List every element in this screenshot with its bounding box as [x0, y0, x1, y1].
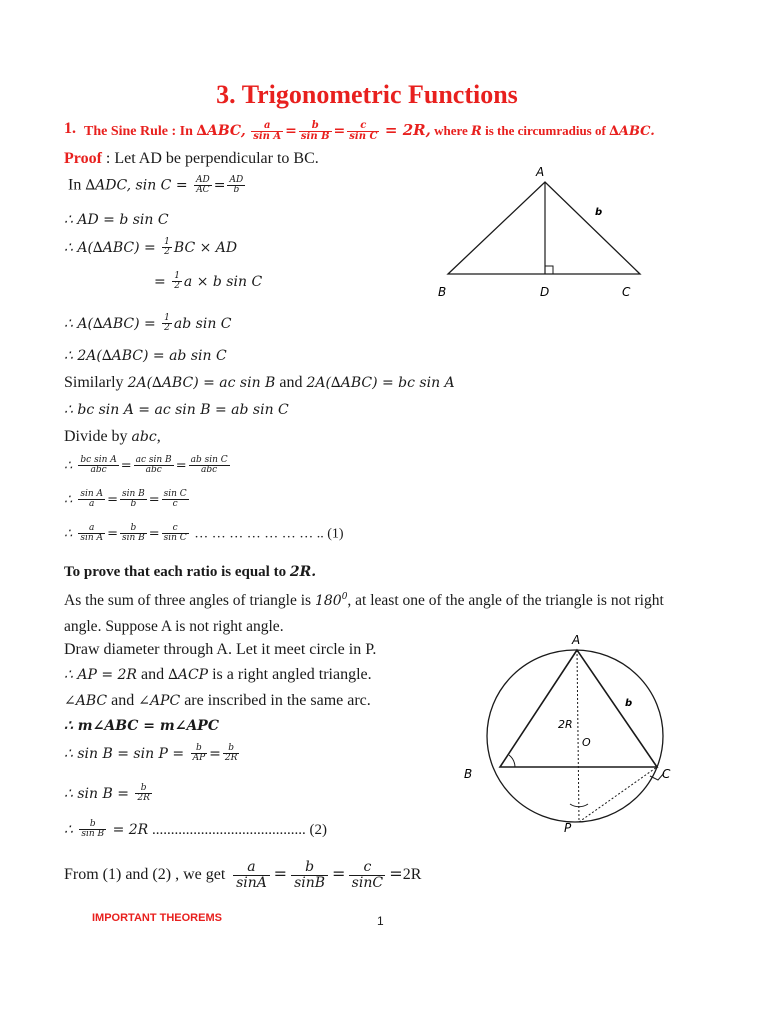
sine-rule-statement: The Sine Rule : In ∆ABC, $\frac{a}{\text{sin A}}$ = $\frac{b}{\text{sin B}}$ = $\frac{c}{\text{sin C}}$ = 2R, where R is the circumradius of ∆ABC. [84, 119, 655, 143]
label-point-p: P [564, 821, 572, 835]
page-number: 1 [377, 914, 384, 928]
sine-rule-number [64, 120, 76, 138]
paragraph-line-6: ∴ m∠ABC = m∠APC [64, 718, 219, 734]
label-circle-c: C [662, 767, 671, 781]
proof-intro: Proof : Let AD be perpendicular to BC. [64, 150, 319, 167]
fraction-c-sinc: $\frac{c}{\text{sin C}}$ [349, 119, 378, 143]
proof-line-1: In ∆ADC, sin C = $\frac{AD}{AC}$ = $\frac{AD}{b}$ [68, 175, 244, 196]
proof-line-5: ∴ A(∆ABC) = $\frac{1}{2}$ ab sin C [64, 313, 232, 334]
proof-line-11: ∴ $\frac{\text{sin A}}{a}$ = $\frac{\text{sin B}}{b}$ = $\frac{\text{sin C}}{c}$ [64, 489, 187, 510]
footer-label: IMPORTANT THEOREMS [92, 912, 222, 924]
proof-line-10: ∴ $\frac{\text{bc sin A}}{\text{abc}}$ = $\frac{\text{ac sin B}}{\text{abc}}$ = $\frac{\text{ab sin C}}{\text{abc}}$ [64, 455, 228, 476]
proof-line-4: = $\frac{1}{2}$ a × b sin C [154, 271, 263, 292]
proof-line-2: ∴ AD = b sin C [64, 212, 169, 228]
angle-b-mark [509, 755, 515, 767]
chord-pc [579, 767, 657, 822]
paragraph-line-5: ∠ABC and ∠APC are inscribed in the same arc. [64, 692, 371, 709]
label-vertex-c: C [622, 285, 631, 299]
proof-line-3: ∴ A(∆ABC) = $\frac{1}{2}$ BC × AD [64, 237, 238, 258]
right-angle-mark [545, 266, 553, 274]
proof-label: Proof [64, 150, 102, 167]
label-side-b: b [595, 207, 603, 218]
label-center-o: O [582, 736, 591, 749]
conclusion-line: From (1) and (2) , we get $\frac{a}{\sin A}$ = $\frac{b}{\sin B}$ = $\frac{c}{\sin C}$ =2R [64, 859, 422, 891]
label-vertex-b: B [438, 285, 447, 299]
label-circle-b-side: b [625, 698, 633, 709]
fraction-a-sina: $\frac{a}{\text{sin A}}$ [253, 119, 282, 143]
fraction-b-sinb: $\frac{b}{\text{sin B}}$ [300, 119, 330, 143]
paragraph-line-1: As the sum of three angles of triangle is $180^0$, at least one of the angle of the triangle is not right [64, 592, 664, 610]
circumcircle-figure [460, 628, 690, 838]
inscribed-triangle [500, 650, 657, 767]
paragraph-line-3: Draw diameter through A. Let it meet circle in P. [64, 641, 377, 658]
paragraph-line-4: ∴ AP = 2R and ∆ACP is a right angled triangle. [64, 666, 372, 683]
proof-line-8: ∴ bc sin A = ac sin B = ab sin C [64, 402, 289, 418]
triangle-abc [448, 182, 640, 274]
page-title: 3. Trigonometric Functions [216, 80, 518, 109]
proof-line-9: Divide by abc, [64, 428, 161, 445]
proof-line-12: ∴ $\frac{a}{\text{sin A}}$ = $\frac{b}{\text{sin B}}$ = $\frac{c}{\text{sin C}}$ … … … … … … … .. (1) [64, 523, 344, 544]
label-2r: 2R [558, 718, 573, 731]
paragraph-line-2: angle. Suppose A is not right angle. [64, 618, 284, 635]
angle-p-mark [570, 804, 588, 807]
section-heading: To prove that each ratio is equal to 2R. [64, 564, 317, 580]
item-number: 1. [64, 120, 76, 137]
diameter-ap [577, 650, 579, 822]
paragraph-line-7: ∴ sin B = sin P = $\frac{b}{AP}$ = $\frac{b}{2R}$ [64, 743, 238, 764]
label-circle-b: B [464, 767, 473, 781]
label-vertex-a: A [536, 165, 545, 179]
proof-line-6: ∴ 2A(∆ABC) = ab sin C [64, 348, 227, 364]
paragraph-line-9: ∴ $\frac{b}{\text{sin B}}$ = 2R ......................................... (2) [64, 819, 327, 840]
paragraph-line-8: ∴ sin B = $\frac{b}{2R}$ [64, 783, 150, 804]
triangle-figure [430, 160, 660, 305]
proof-line-7: Similarly 2A(∆ABC) = ac sin B and 2A(∆ABC) = bc sin A [64, 374, 455, 391]
label-point-d: D [540, 285, 550, 299]
label-circle-a: A [572, 633, 581, 647]
